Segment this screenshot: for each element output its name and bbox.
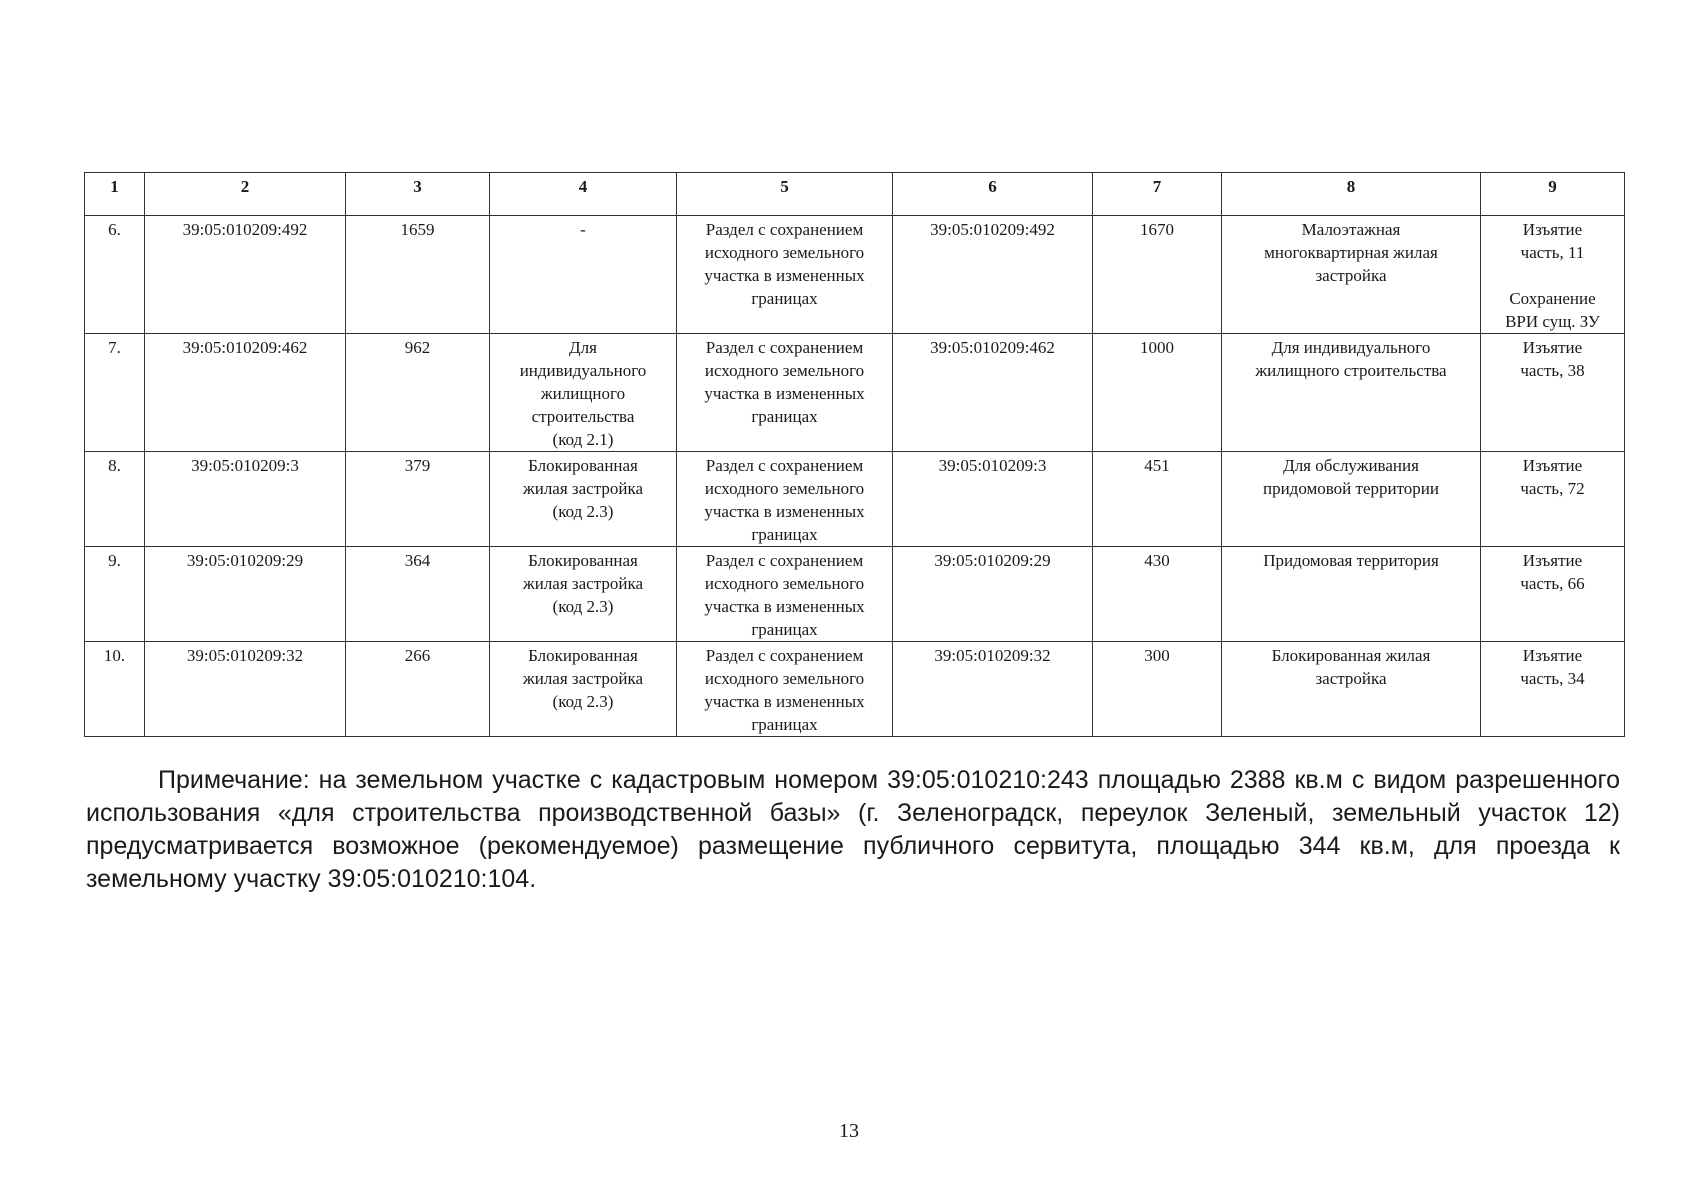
column-header: 2 — [145, 173, 346, 216]
area-after: 1000 — [1093, 334, 1222, 452]
cadastral-number-after: 39:05:010209:492 — [893, 216, 1093, 334]
cell-line: часть, 34 — [1520, 669, 1585, 688]
parcel-note — [1481, 334, 1625, 452]
cell-line: участка в измененных — [704, 502, 865, 521]
row-number: 10. — [85, 642, 145, 737]
cell-line: Раздел с сохранением — [705, 338, 864, 357]
cell-line: исходного земельного — [704, 479, 865, 498]
cell-line: Раздел с сохранением — [705, 551, 864, 570]
cell-line: (код 2.3) — [552, 692, 614, 711]
table-row — [85, 452, 1625, 547]
cell-line: застройка — [1315, 669, 1387, 688]
cadastral-number-after: 39:05:010209:29 — [893, 547, 1093, 642]
cell-line: Сохранение — [1509, 289, 1596, 308]
cell-line: - — [580, 220, 586, 239]
row-number: 9. — [85, 547, 145, 642]
cell-line: Изъятие — [1522, 456, 1583, 475]
parcel-action — [677, 334, 893, 452]
column-header: 3 — [346, 173, 490, 216]
area-before: 379 — [346, 452, 490, 547]
area-after: 1670 — [1093, 216, 1222, 334]
cell-line: Блокированная — [528, 646, 638, 665]
cell-line: участка в измененных — [704, 692, 865, 711]
column-header: 6 — [893, 173, 1093, 216]
cell-line: исходного земельного — [704, 361, 865, 380]
cadastral-number-before: 39:05:010209:29 — [145, 547, 346, 642]
cell-line: Раздел с сохранением — [705, 456, 864, 475]
permitted-use-after — [1222, 547, 1481, 642]
page-number: 13 — [839, 1120, 859, 1142]
parcel-action — [677, 547, 893, 642]
parcel-note — [1481, 642, 1625, 737]
cadastral-number-before: 39:05:010209:462 — [145, 334, 346, 452]
cell-line: жилая застройка — [522, 479, 644, 498]
column-header: 1 — [85, 173, 145, 216]
cell-line: исходного земельного — [704, 243, 865, 262]
cadastral-number-after: 39:05:010209:32 — [893, 642, 1093, 737]
cadastral-number-after: 39:05:010209:462 — [893, 334, 1093, 452]
column-header: 8 — [1222, 173, 1481, 216]
cell-line: часть, 38 — [1520, 361, 1585, 380]
cell-line: (код 2.3) — [552, 597, 614, 616]
area-after: 300 — [1093, 642, 1222, 737]
cell-line: Для обслуживания — [1283, 456, 1419, 475]
cell-line: придомовой территории — [1262, 479, 1439, 498]
parcel-action — [677, 216, 893, 334]
permitted-use-before — [490, 334, 677, 452]
cell-line: жилищного строительства — [1255, 361, 1447, 380]
permitted-use-before — [490, 216, 677, 334]
permitted-use-before — [490, 547, 677, 642]
cell-line: исходного земельного — [704, 669, 865, 688]
parcel-action — [677, 642, 893, 737]
permitted-use-before — [490, 452, 677, 547]
cell-line: границах — [751, 620, 818, 639]
cell-line: застройка — [1315, 266, 1387, 285]
parcel-note — [1481, 547, 1625, 642]
permitted-use-before — [490, 642, 677, 737]
permitted-use-after — [1222, 334, 1481, 452]
parcel-note — [1481, 452, 1625, 547]
row-number: 7. — [85, 334, 145, 452]
cadastral-number-before: 39:05:010209:32 — [145, 642, 346, 737]
area-before: 266 — [346, 642, 490, 737]
parcels-table — [84, 172, 1625, 737]
cell-line: (код 2.1) — [552, 430, 614, 449]
cell-line: Для — [569, 338, 597, 357]
cell-line: многоквартирная жилая — [1264, 243, 1438, 262]
cell-line: строительства — [531, 407, 635, 426]
cell-line: ВРИ сущ. ЗУ — [1505, 312, 1600, 331]
table-row — [85, 547, 1625, 642]
cell-line: исходного земельного — [704, 574, 865, 593]
permitted-use-after — [1222, 216, 1481, 334]
table-header-row — [85, 173, 1625, 216]
cell-line: Блокированная — [528, 456, 638, 475]
cell-line: часть, 11 — [1520, 243, 1585, 262]
cadastral-number-before: 39:05:010209:492 — [145, 216, 346, 334]
cell-line: (код 2.3) — [552, 502, 614, 521]
note-paragraph: Примечание: на земельном участке с кадастровым номером 39:05:010210:243 площадью 2388 кв.м с видом разрешенного использования «для строительства производственной базы» (г. Зеленоградск, переулок Зеленый, земельный участок 12) предусматривается возможное (рекомендуемое) размещение публичного сервитута, площадью 344 кв.м, для проезда к земельному участку 39:05:010210:104. — [86, 766, 1620, 893]
row-number: 8. — [85, 452, 145, 547]
cell-line: Изъятие — [1522, 551, 1583, 570]
cell-line: жилая застройка — [522, 669, 644, 688]
area-before: 1659 — [346, 216, 490, 334]
row-number: 6. — [85, 216, 145, 334]
cell-line: Блокированная жилая — [1271, 646, 1431, 665]
table-row — [85, 216, 1625, 334]
cell-line: границах — [751, 289, 818, 308]
cell-line: границах — [751, 407, 818, 426]
column-header: 7 — [1093, 173, 1222, 216]
cell-line: жилая застройка — [522, 574, 644, 593]
cell-line: Блокированная — [528, 551, 638, 570]
cell-line: участка в измененных — [704, 597, 865, 616]
cell-line: Малоэтажная — [1301, 220, 1401, 239]
cell-line: Раздел с сохранением — [705, 646, 864, 665]
cell-line: участка в измененных — [704, 384, 865, 403]
column-header: 4 — [490, 173, 677, 216]
cell-line: Изъятие — [1522, 338, 1583, 357]
cell-line: Изъятие — [1522, 646, 1583, 665]
parcel-note — [1481, 216, 1625, 334]
cell-line: жилищного — [540, 384, 626, 403]
table-row — [85, 334, 1625, 452]
column-header: 5 — [677, 173, 893, 216]
cell-line: границах — [751, 525, 818, 544]
cadastral-number-after: 39:05:010209:3 — [893, 452, 1093, 547]
parcel-action — [677, 452, 893, 547]
cell-line: Для индивидуального — [1271, 338, 1431, 357]
area-before: 962 — [346, 334, 490, 452]
cell-line: часть, 72 — [1520, 479, 1585, 498]
cell-line: участка в измененных — [704, 266, 865, 285]
area-before: 364 — [346, 547, 490, 642]
cell-gap — [1487, 264, 1618, 287]
cell-line: часть, 66 — [1520, 574, 1585, 593]
area-after: 430 — [1093, 547, 1222, 642]
cell-line: индивидуального — [519, 361, 647, 380]
cell-line: Раздел с сохранением — [705, 220, 864, 239]
cadastral-number-before: 39:05:010209:3 — [145, 452, 346, 547]
permitted-use-after — [1222, 452, 1481, 547]
permitted-use-after — [1222, 642, 1481, 737]
area-after: 451 — [1093, 452, 1222, 547]
cell-line: Придомовая территория — [1263, 551, 1439, 570]
table-row — [85, 642, 1625, 737]
cell-line: Изъятие — [1522, 220, 1583, 239]
column-header: 9 — [1481, 173, 1625, 216]
cell-line: границах — [751, 715, 818, 734]
